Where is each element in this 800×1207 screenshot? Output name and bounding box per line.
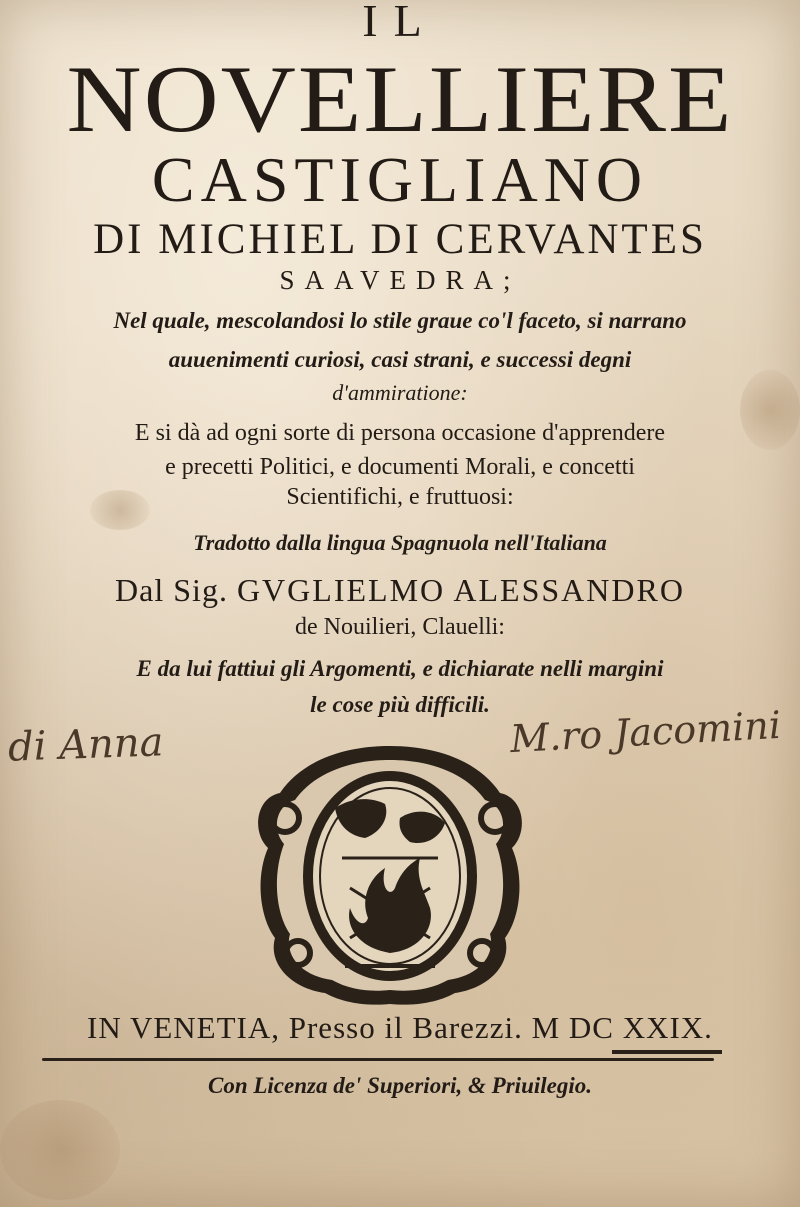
- paper-stain: [0, 1100, 120, 1200]
- translation-note: Tradotto dalla lingua Spagnuola nell'Italiana: [193, 530, 607, 555]
- prose-line-1: E si dà ad ogni sorte di persona occasione d'apprendere: [134, 420, 666, 446]
- divider-rule-accent: [612, 1050, 722, 1054]
- translator-line: [0, 572, 800, 609]
- arguments-line-1: E da lui fattiui gli Argomenti, e dichiarate nelli margini: [136, 656, 664, 681]
- woodcut-device-icon: [250, 738, 530, 1008]
- book-title: NOVELLIERE: [66, 46, 734, 153]
- handwritten-inscription-left: di Anna: [7, 719, 165, 771]
- prose-line-3: Scientifichi, e fruttuosi:: [286, 484, 514, 510]
- book-title-line-2: CASTIGLIANO: [151, 144, 649, 215]
- author-line: DI MICHIEL DI CERVANTES: [93, 216, 707, 263]
- description-line-2: auuenimenti curiosi, casi strani, e successi degni: [168, 347, 632, 372]
- author-surname: SAAVEDRA;: [279, 265, 521, 295]
- translator-line-2: de Nouilieri, Clauelli:: [295, 614, 505, 640]
- imprint-line: IN VENETIA, Presso il Barezzi. M DC XXIX.: [87, 1010, 713, 1045]
- divider-rule: [42, 1058, 714, 1061]
- translator-name: GVGLIELMO ALESSANDRO: [236, 572, 685, 608]
- title-article: IL: [362, 0, 438, 46]
- dal-sig-label: Dal Sig.: [115, 572, 228, 608]
- description-line-3: d'ammiratione:: [332, 380, 468, 405]
- prose-line-2: e precetti Politici, e documenti Morali, e concetti: [165, 454, 635, 480]
- license-line: Con Licenza de' Superiori, & Priuilegio.: [207, 1073, 592, 1098]
- handwritten-inscription-right: M.ro Jacomini: [509, 702, 782, 762]
- description-line-1: Nel quale, mescolandosi lo stile graue co'l faceto, si narrano: [113, 308, 687, 333]
- arguments-line-2: le cose più difficili.: [310, 692, 490, 717]
